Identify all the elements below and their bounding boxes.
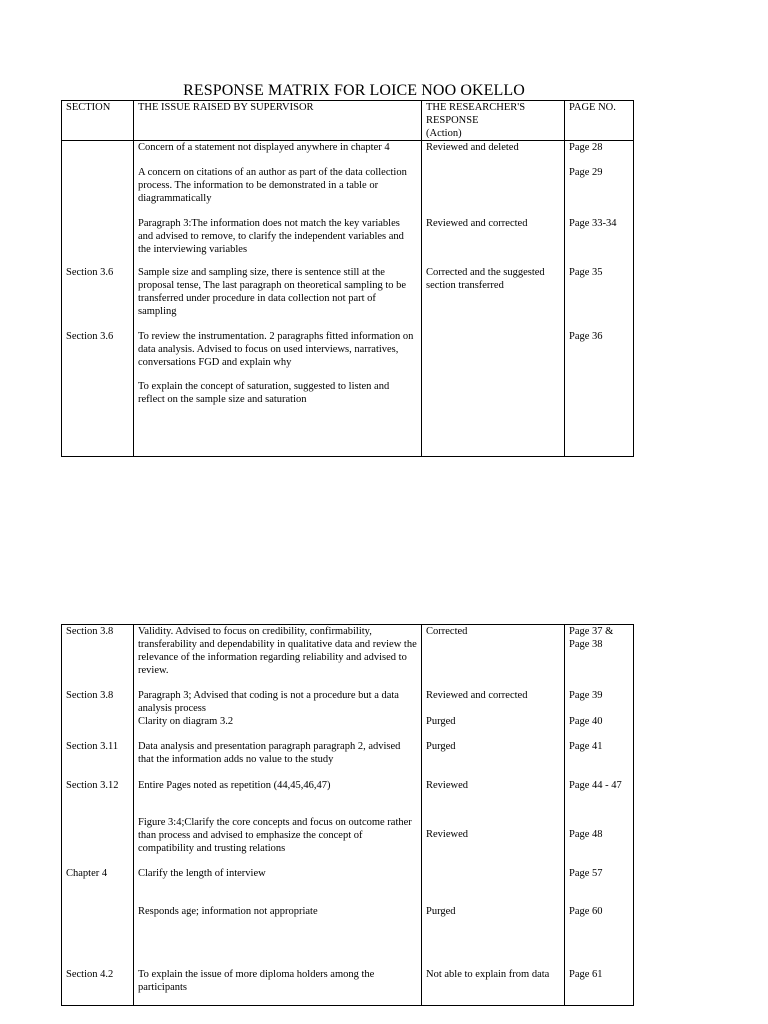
row-issue: Sample size and sampling size, there is sentence still at the proposal tense, The last paragraph on theoretical sampling to be transferred under procedure in data collection not part of sampling: [134, 266, 422, 330]
table-row: [62, 217, 634, 266]
row-section: Section 3.6: [62, 266, 134, 330]
header-page: PAGE NO.: [565, 101, 634, 141]
header-response-sub: (Action): [426, 128, 462, 139]
row-issue: Clarify the length of interview: [134, 867, 422, 905]
row-section: Section 3.8: [62, 625, 134, 689]
row-section: Section 3.12: [62, 779, 134, 816]
table-row: [62, 715, 634, 740]
row-page: Page 60: [565, 905, 634, 968]
row-response: Corrected and the suggested section transferred: [422, 266, 565, 330]
row-issue: Data analysis and presentation paragraph paragraph 2, advised that the information adds no value to the study: [134, 740, 422, 779]
row-issue: To explain the concept of saturation, suggested to listen and reflect on the sample size and saturation: [134, 380, 422, 457]
row-page: [565, 380, 634, 457]
row-response: Purged: [422, 905, 565, 968]
header-response: [422, 101, 565, 141]
row-issue: A concern on citations of an author as part of the data collection process. The information to be demonstrated in a table or diagrammatically: [134, 166, 422, 217]
row-issue: Figure 3:4;Clarify the core concepts and focus on outcome rather than process and advised to emphasize the concept of compatibility and trusting relations: [134, 816, 422, 867]
table-row: [62, 905, 634, 968]
header-response-label: THE RESEARCHER'S RESPONSE: [426, 102, 526, 126]
row-section: [62, 141, 134, 166]
row-issue: To explain the issue of more diploma holders among the participants: [134, 968, 422, 1006]
row-page: Page 48: [565, 816, 634, 867]
table-row: [62, 166, 634, 217]
row-page: Page 35: [565, 266, 634, 330]
table-header-row: [62, 101, 634, 141]
row-response: [422, 166, 565, 217]
row-issue: Validity. Advised to focus on credibility, confirmability, transferability and dependability in qualitative data and review the relevance of the information regarding reliability and advised to review.: [134, 625, 422, 689]
table-row: [62, 867, 634, 905]
row-page: Page 33-34: [565, 217, 634, 266]
row-section: [62, 217, 134, 266]
document-title: RESPONSE MATRIX FOR LOICE NOO OKELLO: [183, 82, 525, 99]
row-response: Reviewed and corrected: [422, 689, 565, 715]
row-response: Not able to explain from data: [422, 968, 565, 1006]
row-response: [422, 867, 565, 905]
row-page: Page 40: [565, 715, 634, 740]
row-section: Section 3.8: [62, 689, 134, 715]
table-row: [62, 625, 634, 689]
row-page: Page 61: [565, 968, 634, 1006]
row-response: Corrected: [422, 625, 565, 689]
row-response: Reviewed: [422, 779, 565, 816]
table-row: [62, 141, 634, 166]
row-section: Section 3.6: [62, 330, 134, 380]
row-issue: To review the instrumentation. 2 paragraphs fitted information on data analysis. Advised to focus on used interviews, narratives, conversations FGD and explain why: [134, 330, 422, 380]
response-matrix-table-1: [61, 100, 634, 457]
row-section: [62, 166, 134, 217]
table-row: [62, 816, 634, 867]
row-section: [62, 905, 134, 968]
row-response: Reviewed and corrected: [422, 217, 565, 266]
table-row: [62, 330, 634, 380]
row-section: Chapter 4: [62, 867, 134, 905]
header-issue: THE ISSUE RAISED BY SUPERVISOR: [134, 101, 422, 141]
table-row: [62, 740, 634, 779]
row-issue: Responds age; information not appropriate: [134, 905, 422, 968]
row-page: Page 39: [565, 689, 634, 715]
row-issue: Concern of a statement not displayed anywhere in chapter 4: [134, 141, 422, 166]
row-section: [62, 715, 134, 740]
row-page: Page 36: [565, 330, 634, 380]
row-response: Purged: [422, 740, 565, 779]
row-page: Page 44 - 47: [565, 779, 634, 816]
row-issue: Entire Pages noted as repetition (44,45,46,47): [134, 779, 422, 816]
table-row: [62, 779, 634, 816]
row-response: [422, 330, 565, 380]
row-section: Section 3.11: [62, 740, 134, 779]
row-page: Page 41: [565, 740, 634, 779]
row-response: Purged: [422, 715, 565, 740]
row-response: Reviewed and deleted: [422, 141, 565, 166]
table-row: [62, 689, 634, 715]
header-section: SECTION: [62, 101, 134, 141]
row-section: Section 4.2: [62, 968, 134, 1006]
row-section: [62, 816, 134, 867]
row-page: Page 37 & Page 38: [565, 625, 634, 689]
row-issue: Clarity on diagram 3.2: [134, 715, 422, 740]
table-row: [62, 380, 634, 457]
row-response: [422, 380, 565, 457]
row-section: [62, 380, 134, 457]
row-page: Page 57: [565, 867, 634, 905]
response-matrix-table-2: [61, 624, 634, 1006]
row-response: Reviewed: [422, 816, 565, 867]
row-page: Page 28: [565, 141, 634, 166]
table-row: [62, 968, 634, 1006]
row-page: Page 29: [565, 166, 634, 217]
table-row: [62, 266, 634, 330]
row-issue: Paragraph 3:The information does not match the key variables and advised to remove, to clarify the independent variables and the interviewing variables: [134, 217, 422, 266]
row-issue: Paragraph 3; Advised that coding is not a procedure but a data analysis process: [134, 689, 422, 715]
